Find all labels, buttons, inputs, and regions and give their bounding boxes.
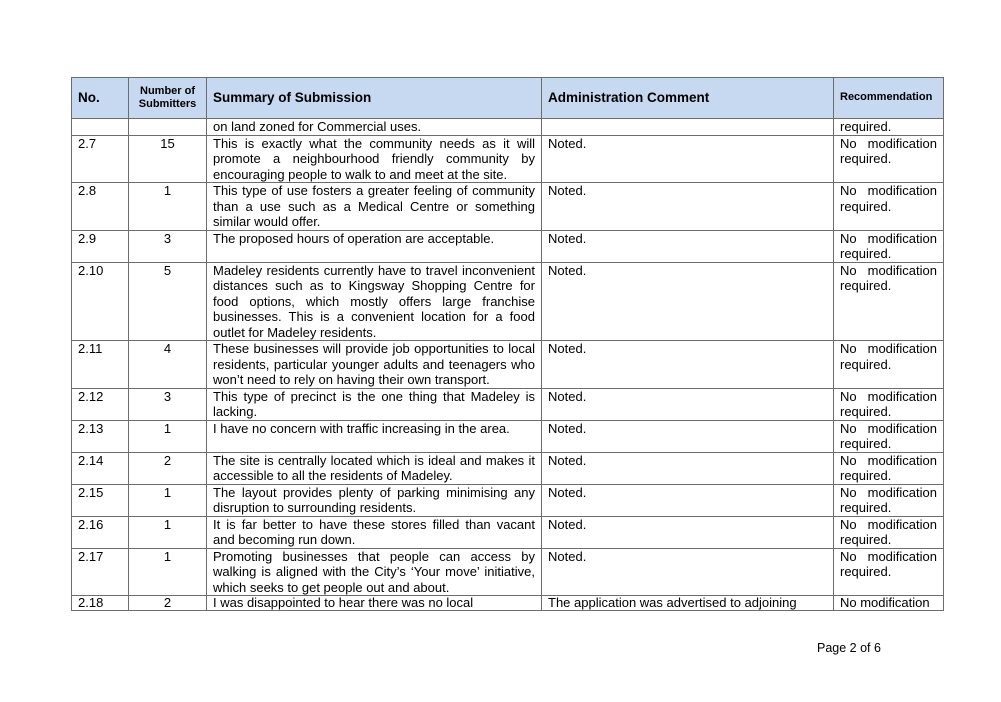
cell-summary: This is exactly what the community needs as it will promote a neighbourhood friendly community by encouraging people to walk to and meet at the site. xyxy=(207,135,542,183)
cell-number-of-submitters: 5 xyxy=(129,262,207,341)
cell-administration-comment: Noted. xyxy=(542,516,834,548)
cell-recommendation: No modification required. xyxy=(834,548,944,596)
cell-administration-comment: The application was advertised to adjoining xyxy=(542,596,834,611)
cell-summary: I was disappointed to hear there was no local xyxy=(207,596,542,611)
cell-administration-comment: Noted. xyxy=(542,341,834,389)
cell-administration-comment: Noted. xyxy=(542,230,834,262)
cell-recommendation: No modification xyxy=(834,596,944,611)
header-summary-of-submission: Summary of Submission xyxy=(207,78,542,119)
cell-no: 2.10 xyxy=(72,262,129,341)
cell-summary: The layout provides plenty of parking minimising any disruption to surrounding residents. xyxy=(207,484,542,516)
cell-number-of-submitters: 3 xyxy=(129,388,207,420)
table-body xyxy=(72,119,944,611)
cell-administration-comment: Noted. xyxy=(542,135,834,183)
table-row xyxy=(72,420,944,452)
cell-no: 2.16 xyxy=(72,516,129,548)
cell-administration-comment: Noted. xyxy=(542,548,834,596)
cell-summary: This type of precinct is the one thing that Madeley is lacking. xyxy=(207,388,542,420)
table-row xyxy=(72,183,944,231)
cell-recommendation: No modification required. xyxy=(834,420,944,452)
cell-summary: Madeley residents currently have to travel inconvenient distances such as to Kingsway Shopping Centre for food options, which mostly offers large franchise businesses. This is a convenient location for a food outlet for Madeley residents. xyxy=(207,262,542,341)
cell-number-of-submitters: 1 xyxy=(129,548,207,596)
cell-number-of-submitters: 4 xyxy=(129,341,207,389)
header-recommendation: Recommendation xyxy=(834,78,944,119)
cell-recommendation: No modification required. xyxy=(834,341,944,389)
cell-number-of-submitters: 1 xyxy=(129,420,207,452)
cell-administration-comment: Noted. xyxy=(542,484,834,516)
table-row xyxy=(72,230,944,262)
cell-summary: I have no concern with traffic increasing in the area. xyxy=(207,420,542,452)
table-row xyxy=(72,596,944,611)
table-row xyxy=(72,262,944,341)
cell-number-of-submitters: 15 xyxy=(129,135,207,183)
cell-summary: This type of use fosters a greater feeling of community than a use such as a Medical Centre or something similar would offer. xyxy=(207,183,542,231)
cell-administration-comment: Noted. xyxy=(542,388,834,420)
cell-summary: on land zoned for Commercial uses. xyxy=(207,119,542,136)
cell-recommendation: No modification required. xyxy=(834,388,944,420)
cell-recommendation: No modification required. xyxy=(834,516,944,548)
cell-no: 2.17 xyxy=(72,548,129,596)
cell-no: 2.8 xyxy=(72,183,129,231)
cell-recommendation: No modification required. xyxy=(834,230,944,262)
cell-recommendation: No modification required. xyxy=(834,183,944,231)
cell-summary: The site is centrally located which is ideal and makes it accessible to all the residents of Madeley. xyxy=(207,452,542,484)
table-row xyxy=(72,548,944,596)
cell-administration-comment: Noted. xyxy=(542,262,834,341)
cell-summary: Promoting businesses that people can access by walking is aligned with the City’s ‘Your move’ initiative, which seeks to get people out and about. xyxy=(207,548,542,596)
cell-no: 2.18 xyxy=(72,596,129,611)
table-row xyxy=(72,135,944,183)
table-row xyxy=(72,452,944,484)
cell-recommendation: No modification required. xyxy=(834,135,944,183)
table-header-row xyxy=(72,78,944,119)
cell-no: 2.9 xyxy=(72,230,129,262)
cell-administration-comment: Noted. xyxy=(542,183,834,231)
cell-recommendation: No modification required. xyxy=(834,484,944,516)
cell-no: 2.15 xyxy=(72,484,129,516)
cell-administration-comment xyxy=(542,119,834,136)
header-number-of-submitters: Number of Submitters xyxy=(129,78,207,119)
cell-no: 2.13 xyxy=(72,420,129,452)
table-row xyxy=(72,341,944,389)
submissions-table-container xyxy=(71,77,943,611)
page-number: Page 2 of 6 xyxy=(817,641,881,655)
cell-number-of-submitters xyxy=(129,119,207,136)
table-row xyxy=(72,119,944,136)
cell-administration-comment: Noted. xyxy=(542,420,834,452)
cell-recommendation: No modification required. xyxy=(834,262,944,341)
table-row xyxy=(72,388,944,420)
header-administration-comment: Administration Comment xyxy=(542,78,834,119)
cell-no xyxy=(72,119,129,136)
submissions-table xyxy=(71,77,944,611)
table-row xyxy=(72,516,944,548)
cell-summary: These businesses will provide job opportunities to local residents, particular younger adults and teenagers who won’t need to rely on having their own transport. xyxy=(207,341,542,389)
cell-administration-comment: Noted. xyxy=(542,452,834,484)
cell-number-of-submitters: 2 xyxy=(129,596,207,611)
cell-number-of-submitters: 1 xyxy=(129,484,207,516)
cell-no: 2.7 xyxy=(72,135,129,183)
cell-recommendation: required. xyxy=(834,119,944,136)
cell-summary: The proposed hours of operation are acceptable. xyxy=(207,230,542,262)
header-no: No. xyxy=(72,78,129,119)
cell-number-of-submitters: 1 xyxy=(129,183,207,231)
cell-number-of-submitters: 2 xyxy=(129,452,207,484)
cell-summary: It is far better to have these stores filled than vacant and becoming run down. xyxy=(207,516,542,548)
table-row xyxy=(72,484,944,516)
cell-no: 2.11 xyxy=(72,341,129,389)
cell-no: 2.14 xyxy=(72,452,129,484)
cell-no: 2.12 xyxy=(72,388,129,420)
cell-number-of-submitters: 1 xyxy=(129,516,207,548)
cell-number-of-submitters: 3 xyxy=(129,230,207,262)
cell-recommendation: No modification required. xyxy=(834,452,944,484)
